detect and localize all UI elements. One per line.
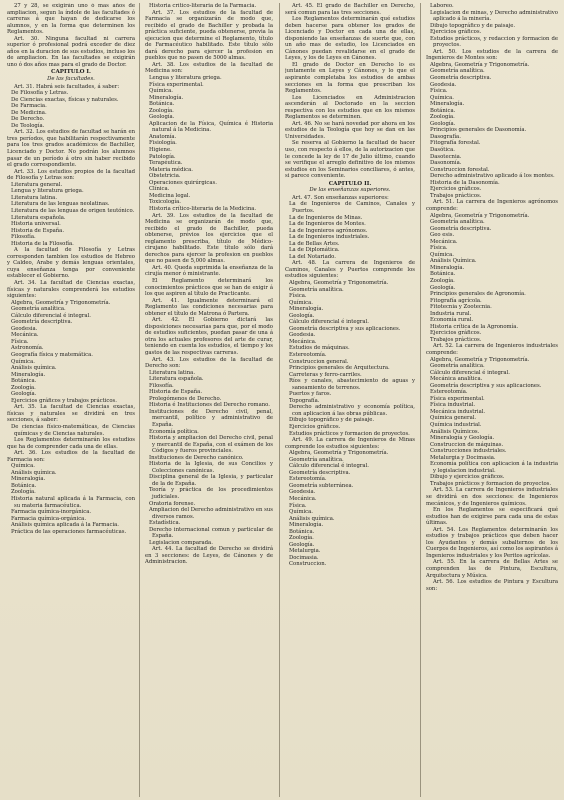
list-item: Física industrial. — [430, 402, 476, 409]
list-item: Física. — [11, 338, 29, 345]
paragraph: Art. 30. Ninguna facultad ni carrera superior ó profesional podrá exceder de diez años en la duracion de sus estudios, incluso los de ampliacion. En las facultades se exigirán uno ó dos años mas para el grado de Doctor. — [7, 35, 135, 68]
list-item: Física. — [430, 245, 448, 252]
list-item: Literatura latina. — [149, 369, 196, 376]
list-item: Mecánica analítica. — [430, 376, 483, 383]
paragraph: Art. 50. Los estudios de la carrera de Ingenieros de Montes son: — [426, 48, 558, 62]
list-item: Geometría analítica. — [289, 456, 344, 463]
list-item: La de Ingenieros de Minas. — [289, 214, 363, 221]
paragraph: Art. 52. La carrera de Ingenieros industriales comprende: — [426, 343, 558, 356]
list-item: Geodesia. — [11, 325, 38, 332]
list-item: Dibujo topográfico y de paisaje. — [430, 22, 516, 29]
list-item: De Medicina. — [11, 109, 47, 116]
paragraph: Art. 40. Queda suprimida la enseñanza de la cirujía menor ó ministrante. — [145, 264, 273, 278]
list-item: Obstetricia. — [149, 173, 181, 180]
list-item: Estadística. — [149, 520, 181, 527]
paragraph: El Reglamento determinará los conocimientos prácticos que se han de exigir á los que aspiren al título de Practicante. — [145, 277, 273, 298]
list-item: Práctica de las operaciones farmacéuticas. — [11, 528, 127, 535]
list-item: Estereotomía. — [289, 351, 327, 358]
list-item: Botánica. — [430, 271, 456, 278]
list-item: Astronomía. — [11, 345, 44, 352]
list-item: Fitotecnia y Zootecnia. — [430, 304, 492, 311]
list-item: Química. — [149, 88, 173, 95]
list-item: Lengua y literatura griega. — [11, 188, 84, 195]
list-item: Filosofía. — [11, 234, 36, 241]
list-item: Ejercicios gráficos. — [430, 186, 482, 193]
list-item: De Farmacia. — [11, 103, 47, 110]
list-item: Cálculo diferencial é integral. — [289, 463, 369, 470]
paragraph: 27 y 28, se exigirán uno ó mas años de ampliacion, segun la índole de las facultades ó carreras á que hayan de dedicarse los alumnos, y en la forma que determinen los Reglamentos. — [7, 3, 135, 36]
list-item: Geometría analítica. — [11, 306, 66, 313]
list-item: Geometría analítica. — [430, 363, 485, 370]
list-item: Mecánica industrial. — [430, 408, 486, 415]
list-item: Física experimental. — [149, 81, 204, 88]
list-item: Mineralogía. — [430, 264, 465, 271]
list-item: Farmacia química-inorgánica. — [11, 509, 92, 516]
list-item: Derecho administrativo aplicado á los montes. — [430, 173, 555, 180]
list-item: Literatura de las lenguas neolatinas. — [11, 201, 110, 208]
list-item: Química. — [289, 299, 313, 306]
list-item: Botánica. — [11, 482, 37, 489]
list-item: Geometría descriptiva y sus aplicaciones. — [289, 325, 401, 332]
paragraph: Se reserva al Gobierno la facultad de hacer uso, con respecto á ellos, de la autorizacion que le concede la ley de 17 de Julio último, cuando se verifique el arreglo definitivo de los mismos estudios en los Seminarios conciliares, ó antes, si parece conveniente. — [285, 140, 415, 180]
list-item: Geometría descriptiva. — [289, 469, 351, 476]
list-item: Economía política. — [149, 428, 199, 435]
list-item: Geología. — [11, 391, 37, 398]
list-item: Historia de la Dasonomía. — [430, 179, 500, 186]
list-item: Dasótica. — [430, 147, 455, 154]
list-item: Geometría descriptiva y sus aplicaciones. — [430, 382, 542, 389]
list-item: Historia universal. — [11, 221, 61, 228]
list-item: Industria rural. — [430, 310, 472, 317]
paragraph: Art. 51. La carrera de Ingenieros agrónomos comprende: — [426, 199, 558, 212]
paragraph: Art. 54. Los Reglamentos determinarán los estudios y trabajos prácticos que deben hacer los Ayudantes y demás subalternos de los Cuerpos de Ingenieros, así como los aspirantes á Ingenieros industriales y los Peritos agrícolas. — [426, 526, 558, 559]
list-item: Física experimental. — [430, 395, 485, 402]
paragraph: En los Reglamentos se especificará qué estudios han de exigirse para cada una de estas últimas. — [426, 507, 558, 527]
list-item: Algebra, Geometría y Trigonometría. — [430, 212, 530, 219]
list-item: Ríos y canales, abastecimiento de aguas y saneamiento de terrenos. — [289, 378, 415, 391]
list-item: Mineralogía. — [289, 306, 324, 313]
list-item: La de Bellas Artes. — [289, 240, 340, 247]
list-item: Disciplina general de la Iglesia, y particular de la de España. — [149, 474, 273, 487]
list-item: Geometría analítica. — [430, 219, 485, 226]
list-item: Principios generales de Arquitectura. — [289, 365, 390, 372]
list-item: Historia crítica de la Agronomía. — [430, 323, 519, 330]
list-item: Algebra, Geometría y Trigonometría. — [289, 450, 389, 457]
column-3 — [285, 3, 415, 797]
list-item: Legislacion de minas, y Derecho administrativo aplicado á la minería. — [430, 9, 558, 23]
paragraph: A la facultad de Filosofía y Letras corresponden tambien los estudios de Hebreo y Caldeo, Arabe y demás lenguas orientales, cuya enseñanza tenga por conveniente establecer el Gobierno. — [7, 247, 135, 280]
list-item: Química. — [11, 463, 35, 470]
list-item: Geodesia. — [289, 489, 316, 496]
list-item: Geología. — [289, 541, 315, 548]
list-item: Geo esis. — [430, 232, 455, 239]
list-item: Literatura española. — [11, 214, 66, 221]
list-item: De ciencias físico-matemáticas, de Ciencias químicas y de Ciencias naturales. — [11, 424, 135, 437]
list-item: Construccion. — [289, 561, 327, 568]
list-item: Instituciones de Derecho civil, penal, mercantil, político y administrativo de España. — [149, 408, 273, 428]
list-item: Puertos y faros. — [289, 391, 332, 398]
paragraph: Art. 41. Igualmente determinará el Reglamento las condiciones necesarias para obtener el título de Matrona ó Partera. — [145, 297, 273, 317]
paragraph: Art. 48. La carrera de Ingenieros de Caminos, Canales y Puertos comprende los estudios siguientes: — [285, 260, 415, 280]
list-item: Zoología. — [149, 107, 174, 114]
chapter-subtitle: De las enseñanzas superiores. — [309, 187, 391, 194]
list-item: Historia natural aplicada á la Farmacia, con su materia farmacéutica. — [11, 496, 135, 509]
list-item: Materia médica. — [149, 166, 193, 173]
list-item: La de Ingenieros de Caminos, Canales y Puertos. — [289, 201, 415, 214]
column-2 — [145, 3, 273, 797]
list-item: Estudios prácticos, y redaccion y formacion de proyectos. — [430, 35, 558, 49]
list-item: Botánica. — [430, 107, 456, 114]
list-item: Derecho administrativo y economía política, con aplicacion á las obras públicas. — [289, 404, 415, 417]
paragraph: Art. 33. Los estudios propios de la facultad de Filosofía y Letras son: — [7, 168, 135, 182]
list-item: Zoología. — [11, 384, 36, 391]
list-item: Geodesia. — [430, 81, 457, 88]
paragraph: Art. 38. Los estudios de la facultad de Medicina son: — [145, 61, 273, 75]
list-item: Docimasia. — [289, 554, 319, 561]
list-item: La del Notariado. — [289, 253, 336, 260]
list-item: Literatura de las lenguas de origen teutónico. — [11, 207, 135, 214]
list-item: Zoología. — [430, 114, 455, 121]
list-item: Geometría subterránea. — [289, 482, 354, 489]
list-item: Dibujo topográfico y de paisaje. — [289, 417, 375, 424]
list-item: Geografía física y matemática. — [11, 351, 93, 358]
list-item: Patología. — [149, 153, 176, 160]
paragraph: Los Reglamentos determinarán los estudios que ha de comprender cada una de ellas. — [7, 437, 135, 450]
list-item: Historia de España. — [149, 389, 203, 396]
list-item: Lengua y literatura griega. — [149, 75, 222, 82]
list-item: Botánica. — [11, 378, 37, 385]
list-item: Trabajos prácticos y formacion de proyectos. — [430, 480, 552, 487]
list-item: Estereotomía. — [430, 389, 468, 396]
list-item: Construcciones industriales. — [430, 448, 507, 455]
list-item: Literatura española. — [149, 376, 204, 383]
list-item: Química. — [289, 509, 313, 516]
list-item: Trabajos prácticos. — [430, 336, 482, 343]
list-item: Dasotecnia. — [430, 153, 462, 160]
list-item: Estereotomía. — [289, 476, 327, 483]
list-item: Botánica. — [289, 528, 315, 535]
paragraph: Art. 55. En la carrera de Bellas Artes se comprenden las de Pintura, Escultura, Arquitectura y Música. — [426, 559, 558, 579]
paragraph: Art. 53. La carrera de Ingenieros industriales se dividirá en dos secciones: de Ingenieros mecánicos, y de Ingenieros químicos. — [426, 487, 558, 507]
paragraph: Art. 31. Habrá seis facultades, á saber: — [14, 83, 120, 90]
list-item: Mineralogía. — [289, 522, 324, 529]
list-item: Geometría descriptiva. — [430, 75, 492, 82]
list-item: Medicina legal. — [149, 192, 191, 199]
list-item: Geometría descriptiva. — [430, 225, 492, 232]
list-item: Ampliacion del Derecho administrativo en sus diversos ramos. — [149, 507, 273, 520]
list-item: Análisis química. — [11, 469, 57, 476]
paragraph: Art. 46. No se hará novedad por ahora en los estudios de la Teología que hoy se dan en las Universidades. — [285, 120, 415, 140]
list-item: Mineralogía. — [149, 94, 184, 101]
chapter-heading: CAPITULO I. — [51, 69, 91, 76]
list-item: Historia de la Filosofía. — [11, 240, 74, 247]
list-item: Cálculo diferencial é integral. — [430, 369, 510, 376]
paragraph: Art. 37. Los estudios de la facultad de Farmacia se organizarán de modo que, recibido el grado de Bachiller y probada la práctica suficiente, pueda obtenerse, previa la ejecucion que determine el Reglamento, título de Farmacéutico habilitado. Este título sólo dará derecho para ejercer la profesion en pueblos que no pasen de 5000 almas. — [145, 9, 273, 62]
paragraph: Art. 42. El Gobierno dictará las disposiciones necesarias para que, por el modo de estudios suficientes, puedan pasar de una á otra los actuales profesores del arte de curar, teniendo en cuenta los estudios, el tiempo y los gastos de las respectivas carreras. — [145, 317, 273, 356]
list-item: Química industrial. — [430, 422, 482, 428]
list-item: Literatura general. — [11, 181, 63, 188]
list-item: Carreteras y ferro-carriles. — [289, 371, 362, 378]
list-item: Algebra, Geometría y Trigonometría. — [11, 299, 111, 306]
list-item: Ejercicios gráficos. — [289, 424, 341, 430]
list-item: Algebra, Geometría y Trigonometría. — [430, 61, 530, 68]
list-item: Física. — [289, 293, 307, 300]
list-item: Oratoria forense. — [149, 500, 196, 507]
list-item: Dasonomía. — [430, 160, 462, 167]
list-item: Algebra, Geometría y Trigonometría. — [289, 279, 389, 286]
list-item: Instituciones de Derecho canónico. — [149, 454, 244, 461]
column-4 — [426, 3, 558, 797]
list-item: Análisis Químicos. — [430, 428, 480, 435]
list-item: Ejercicios gráficos y trabajos prácticos. — [11, 397, 117, 404]
list-item: Química. — [430, 94, 454, 101]
paragraph: Art. 44. La facultad de Derecho se dividirá en 3 secciones: de Leyes, de Cánones y de Administracion. — [145, 546, 273, 566]
list-item: Geología. — [149, 114, 175, 121]
list-item: La de Ingenieros de Montes. — [289, 221, 366, 228]
list-item: De Teología. — [11, 122, 45, 129]
list-item: Trabajos prácticos. — [430, 192, 482, 199]
paragraph: El grado de Doctor en Derecho lo es juntamente en Leyes y Cánones, y lo que el aspirante completaba los estudios de ambas secciones en la forma que prescriban los Reglamentos. — [285, 61, 415, 95]
list-item: Toxicología. — [149, 199, 181, 206]
paragraph: Los Reglamentos determinarán qué estudios deben hacerse para obtener los grados de Licenciado y Doctor en cada una de ellas, disponiendo las enseñanzas de suerte que, con un año mas de estudio, los Licenciados en Cánones puedan revalidarse en el grado de Leyes, y los de Leyes en Cánones. — [285, 16, 415, 62]
list-item: Construccion general. — [289, 358, 349, 365]
list-item: Geometría analítica. — [289, 286, 344, 293]
list-item: Mineralogía. — [11, 476, 46, 483]
list-item: Construccion de máquinas. — [430, 441, 504, 448]
list-item: Clínica. — [149, 186, 170, 193]
list-item: Geodesia. — [289, 332, 316, 339]
list-item: Teoría y práctica de los procedimientos judiciales. — [149, 487, 273, 501]
list-item: Mineralogía. — [430, 101, 465, 108]
list-item: Historia crítico-literaria de la Farmacia. — [149, 3, 257, 9]
list-item: Aplicacion de la Física, Química é Historia natural á la Medicina. — [149, 120, 273, 134]
list-item: Zoología. — [430, 277, 455, 284]
list-item: De Filosofía y Letras. — [11, 90, 69, 97]
list-item: Análisis química. — [11, 365, 57, 372]
list-item: Dasografía. — [430, 133, 461, 140]
paragraph: Art. 43. Los estudios de la facultad de Derecho son: — [145, 356, 273, 370]
list-item: Fitografía agrícola. — [430, 297, 482, 304]
list-item: Análisis química aplicada á la Farmacia. — [11, 522, 119, 529]
chapter-heading: CAPITULO II. — [328, 180, 372, 187]
list-item: Zoología. — [289, 535, 314, 542]
list-item: Geometría analítica. — [430, 68, 485, 75]
list-item: Química. — [430, 251, 454, 258]
list-item: Topografía. — [289, 397, 320, 404]
list-item: Historia de España. — [11, 227, 65, 234]
list-item: Fitografía forestal. — [430, 140, 481, 147]
list-item: Física. — [430, 88, 448, 95]
list-item: Historia crítico-literaria de la Medicina. — [149, 205, 257, 212]
list-item: Historia de la Iglesia, de sus Concilios y Colecciones canónicas. — [149, 461, 273, 474]
list-item: Principios generales de Dasonomía. — [430, 127, 527, 134]
list-item: Química. — [11, 358, 35, 365]
chapter-subtitle: De las facultades. — [47, 76, 95, 83]
list-item: La de Ingenieros industriales. — [289, 234, 370, 241]
list-item: De Ciencias exactas, físicas y naturales. — [11, 96, 119, 103]
list-item: Física. — [289, 502, 307, 509]
list-item: La de Diplomática. — [289, 247, 340, 254]
paragraph: Art. 45. El grado de Bachiller en Derecho, será comun para las tres secciones. — [285, 3, 415, 16]
list-item: Ejercicios gráficos. — [430, 29, 482, 36]
column-divider — [139, 3, 140, 797]
list-item: Legislacion comparada. — [149, 539, 213, 546]
list-item: Anatomía. — [149, 133, 177, 140]
list-item: Botánica. — [149, 101, 175, 108]
list-item: Literatura latina. — [11, 194, 58, 201]
list-item: Economía política con aplicacion á la industria y legislacion industrial. — [430, 461, 558, 474]
list-item: Historia é Instituciones del Derecho romano. — [149, 402, 270, 409]
list-item: Análisis Química. — [430, 258, 477, 265]
list-item: Filosofía. — [149, 382, 174, 389]
paragraph: Art. 32. Los estudios de facultad se harán en tres períodos, que habilitarán respectivamente para los tres grados académicos de Bachiller, Licenciado y Doctor. No podrán los alumnos pasar de un período á otro sin haber recibido el grado correspondiente. — [7, 129, 135, 169]
paragraph: Art. 39. Los estudios de la facultad de Medicina se organizarán de modo que, recibido el grado de Bachiller, pueda obtenerse, prévios los ejercicios que el reglamento prescriba, título de Médico-cirujano habilitado. Este título sólo dará derechos para ejercer la profesion en pueblos que no pasen de 5,000 almas. — [145, 212, 273, 265]
list-item: Ejercicios gráficos. — [430, 330, 482, 337]
list-item: Terapéutica. — [149, 160, 183, 167]
list-item: Estudios prácticos y formacion de proyectos. — [289, 430, 410, 437]
list-item: La de Ingenieros agrónomos. — [289, 227, 368, 234]
list-item: Geología. — [289, 312, 315, 319]
list-item: Metalurgia. — [289, 548, 321, 555]
list-item: Mineralogía y Geología. — [430, 435, 495, 442]
list-item: Estudios de máquinas. — [289, 345, 350, 352]
list-item: Mecánica. — [289, 496, 317, 503]
paragraph: Los Licenciados en Administracion ascenderán al Doctorado en la seccion respectiva con los estudios que en los mismos Reglamentos se determinen. — [285, 94, 415, 121]
list-item: Mecánica. — [430, 238, 458, 245]
list-item: Metalurgia y Docimasia. — [430, 454, 496, 461]
paragraph: Art. 47. Son enseñanzas superiores: — [292, 194, 389, 201]
list-item: Mecánica. — [11, 332, 39, 339]
list-item: Principios generales de Agronomía. — [430, 291, 526, 298]
list-item: Prolegómenos de Derecho. — [149, 395, 222, 402]
list-item: Construccion forestal. — [430, 166, 490, 173]
list-item: Zoología. — [11, 489, 36, 496]
list-item: Geometría descriptiva. — [11, 319, 73, 326]
list-item: Economía rural. — [430, 317, 474, 324]
list-item: Operaciones quirúrgicas. — [149, 179, 217, 186]
list-item: De Derecho. — [11, 116, 45, 123]
list-item: Análisis química. — [289, 515, 335, 522]
list-item: Derecho internacional comun y particular de España. — [149, 526, 273, 540]
list-item: Geología. — [430, 284, 456, 291]
paragraph: Art. 56. Los estudios de Pintura y Escultura son: — [426, 579, 558, 592]
list-item: Historia y ampliacion del Derecho civil, penal y mercantil de España, con el exámen de los Códigos y fueros provinciales. — [149, 435, 273, 455]
list-item: Cálculo diferencial é integral. — [11, 312, 91, 319]
list-item: Laboreo. — [430, 3, 454, 9]
column-divider — [279, 3, 280, 797]
list-item: Mecánica. — [289, 338, 317, 345]
paragraph: Art. 49. La carrera de Ingenieros de Minas comprende los estudios siguientes: — [285, 437, 415, 450]
list-item: Higiene. — [149, 147, 172, 154]
list-item: Cálculo diferencial é integral. — [289, 319, 369, 326]
list-item: Algebra, Geometría y Trigonometría. — [430, 356, 530, 363]
list-item: Mineralogía. — [11, 371, 46, 378]
paragraph: Art. 34. La facultad de Ciencias exactas, físicas y naturales comprenderá los estudios siguientes: — [7, 279, 135, 300]
list-item: Fisiología. — [149, 140, 177, 147]
paragraph: Art. 36. Los estudios de la facultad de Farmacia son: — [7, 450, 135, 463]
paragraph: Art. 35. La facultad de Ciencias exactas, físicas y naturales se dividirá en tres secciones, á saber: — [7, 404, 135, 424]
list-item: Geología. — [430, 120, 456, 127]
list-item: Farmacia química-orgánica. — [11, 515, 86, 522]
column-divider — [420, 3, 421, 797]
list-item: Dibujo y ejercicios gráficos. — [430, 474, 505, 481]
list-item: Química general. — [430, 415, 477, 422]
column-1 — [7, 3, 135, 797]
